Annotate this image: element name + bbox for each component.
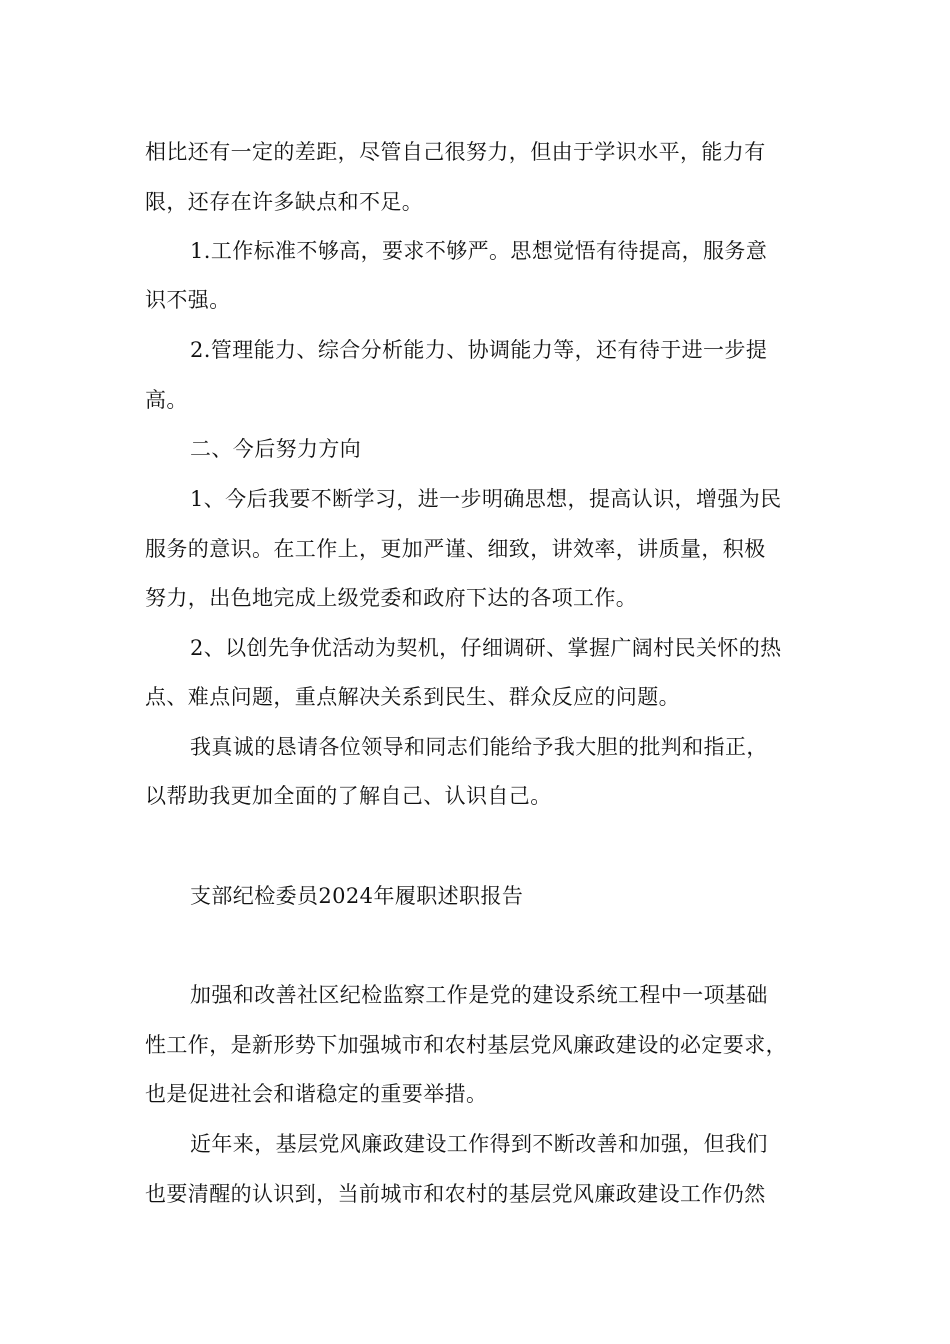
- paragraph-line: 2.管理能力、综合分析能力、协调能力等，还有待于进一步提: [190, 338, 768, 362]
- paragraph-line: 1、今后我要不断学习，进一步明确思想，提高认识，增强为民: [190, 487, 782, 511]
- paragraph-line: 努力，出色地完成上级党委和政府下达的各项工作。: [145, 586, 638, 610]
- paragraph-line: 近年来，基层党风廉政建设工作得到不断改善和加强，但我们: [190, 1132, 768, 1156]
- paragraph-line: 我真诚的恳请各位领导和同志们能给予我大胆的批判和指正，: [190, 735, 768, 759]
- paragraph-line: 点、难点问题，重点解决关系到民生、群众反应的问题。: [145, 685, 680, 709]
- paragraph-line: 高。: [145, 388, 188, 412]
- paragraph-line: 服务的意识。在工作上，更加严谨、细致，讲效率，讲质量，积极: [145, 537, 766, 561]
- paragraph-line: 1.工作标准不够高，要求不够严。思想觉悟有待提高，服务意: [190, 239, 768, 263]
- paragraph-line: 识不强。: [145, 288, 231, 312]
- paragraph-line: 2、以创先争优活动为契机，仔细调研、掌握广阔村民关怀的热: [190, 636, 782, 660]
- paragraph-line: 加强和改善社区纪检监察工作是党的建设系统工程中一项基础: [190, 983, 768, 1007]
- report-title: 支部纪检委员2024年履职述职报告: [190, 884, 524, 908]
- paragraph-line: 限，还存在许多缺点和不足。: [145, 190, 424, 214]
- paragraph-line: 性工作，是新形势下加强城市和农村基层党风廉政建设的必定要求，: [145, 1033, 787, 1057]
- paragraph-line: 相比还有一定的差距，尽管自己很努力，但由于学识水平，能力有: [145, 140, 766, 164]
- paragraph-line: 以帮助我更加全面的了解自己、认识自己。: [145, 784, 552, 808]
- section-heading: 二、今后努力方向: [190, 437, 362, 461]
- paragraph-line: 也是促进社会和谐稳定的重要举措。: [145, 1082, 488, 1106]
- paragraph-line: 也要清醒的认识到，当前城市和农村的基层党风廉政建设工作仍然: [145, 1182, 766, 1206]
